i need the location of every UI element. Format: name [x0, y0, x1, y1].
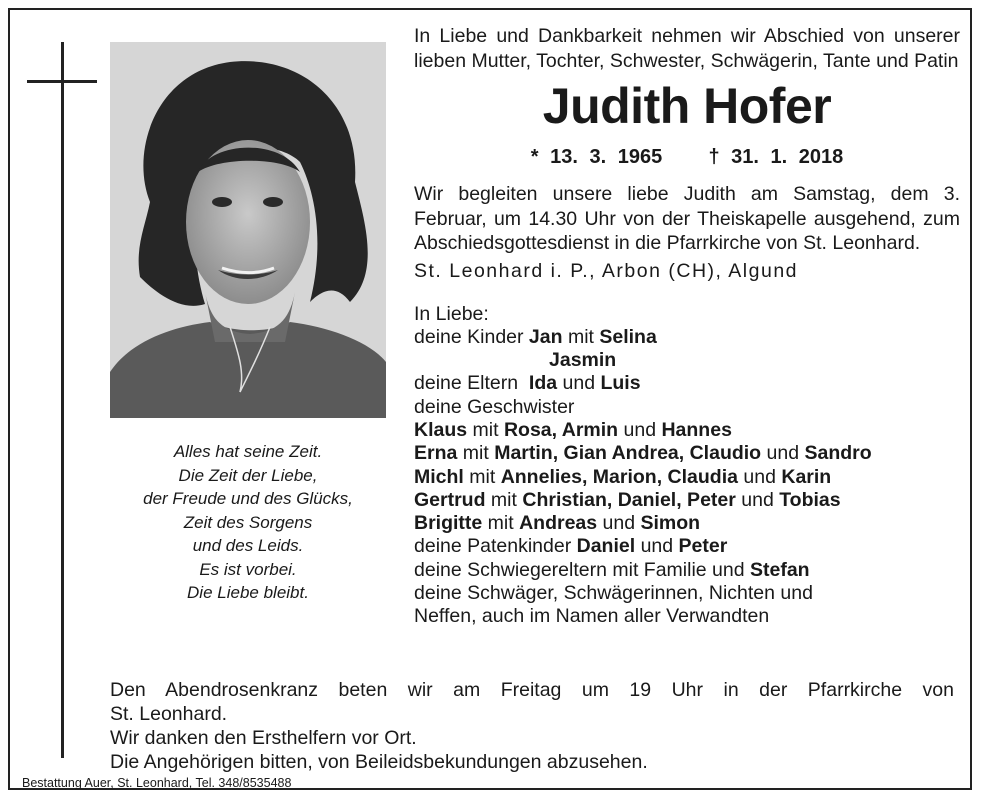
mourners-heading: In Liebe:: [414, 302, 489, 325]
mourner-name: Karin: [781, 465, 832, 488]
intro-text: In Liebe und Dankbarkeit nehmen wir Abschied von unserer lieben Mutter, Tochter, Schwester, Schwägerin, Tante und Patin: [414, 25, 960, 72]
mourner-line-sibling: [414, 442, 960, 465]
mourner-line-sibling: [414, 466, 960, 489]
mourner-name: Selina: [599, 325, 657, 348]
label-text: und: [761, 442, 805, 465]
undertaker-footer: Bestattung Auer, St. Leonhard, Tel. 348/8535488: [22, 776, 292, 790]
label-text: und: [597, 512, 641, 535]
mourner-name: Andreas: [519, 512, 598, 535]
poem-line: Die Liebe bleibt.: [187, 583, 309, 602]
mourner-name: Peter: [678, 535, 728, 558]
mourner-line-godchildren: [414, 535, 960, 558]
thanks-line: Wir danken den Ersthelfern vor Ort.: [110, 727, 417, 749]
portrait-photo: [110, 42, 386, 418]
deceased-name: Judith Hofer: [542, 78, 832, 134]
death-date: † 31. 1. 2018: [708, 146, 844, 168]
rosary-line: St. Leonhard.: [110, 703, 228, 725]
poem-line: Zeit des Sorgens: [183, 512, 313, 532]
label-text: mit: [457, 442, 495, 465]
cross-icon-vertical: [61, 42, 64, 758]
mourner-line-child2: [414, 349, 960, 372]
mourner-name: Erna: [414, 442, 458, 465]
poem-line: Die Zeit der Liebe,: [178, 465, 318, 485]
mourner-line-relatives: Neffen, auch im Namen aller Verwandten: [414, 605, 770, 628]
mourner-line-parents: [414, 372, 960, 395]
mourner-name: Martin, Gian Andrea, Claudio: [494, 442, 762, 465]
mourner-name: Luis: [600, 372, 641, 395]
main-text-column: [414, 24, 960, 629]
mourner-line-sibling: [414, 512, 960, 535]
closing-text: [110, 678, 954, 774]
request-line: Die Angehörigen bitten, von Beileidsbekundungen abzusehen.: [110, 751, 648, 773]
mourner-name: Gertrud: [414, 488, 486, 511]
rosary-line: Den Abendrosenkranz beten wir am Freitag um 19 Uhr in der Pfarrkirche von: [110, 679, 954, 701]
mourner-name: Brigitte: [414, 512, 483, 535]
poem-line: der Freude und des Glücks,: [143, 489, 353, 508]
birth-date: * 13. 3. 1965: [530, 146, 663, 168]
mourner-line-sibling: [414, 419, 960, 442]
label-text: mit: [467, 418, 504, 441]
poem-line: Es ist vorbei.: [199, 559, 297, 579]
mourner-line-relatives: deine Schwäger, Schwägerinnen, Nichten und: [414, 582, 813, 605]
label-text: und: [735, 488, 780, 511]
poem: [110, 440, 386, 605]
label-text: mit: [485, 488, 523, 511]
mourner-name: Sandro: [804, 442, 872, 465]
label-text: deine Kinder: [414, 325, 529, 348]
label-text: und: [618, 418, 662, 441]
mourner-line-siblings-heading: deine Geschwister: [414, 395, 575, 418]
mourner-line-sibling: [414, 489, 960, 512]
mourner-name: Jasmin: [549, 349, 617, 372]
label-text: deine Schwiegereltern mit Familie und: [414, 558, 750, 581]
label-text: und: [635, 535, 679, 558]
mourners-list: [414, 303, 960, 629]
mourner-name: Ida: [528, 372, 558, 395]
label-text: mit: [463, 465, 501, 488]
label-text: deine Eltern: [414, 372, 524, 395]
mourner-name: Annelies, Marion, Claudia: [500, 465, 738, 488]
cross-icon-horizontal: [27, 80, 97, 83]
life-dates: [414, 145, 960, 169]
poem-line: Alles hat seine Zeit.: [173, 442, 323, 461]
mourner-name: Christian, Daniel, Peter: [522, 488, 736, 511]
mourner-name: Tobias: [779, 488, 841, 511]
mourner-name: Jan: [528, 325, 563, 348]
mourner-name: Simon: [640, 512, 701, 535]
funeral-text: Wir begleiten unsere liebe Judith am Samstag, dem 3. Februar, um 14.30 Uhr von der Theiskapelle ausgehend, zum Abschiedsgottesdienst in die Pfarrkirche von St. Leonhard.: [414, 183, 960, 254]
poem-line: und des Leids.: [192, 536, 304, 555]
label-text: deine Patenkinder: [414, 535, 577, 558]
mourner-name: Klaus: [414, 418, 468, 441]
label-text: und: [737, 465, 782, 488]
places: St. Leonhard i. P., Arbon (CH), Algund: [414, 259, 799, 282]
label-text: mit: [562, 325, 600, 348]
mourner-name: Stefan: [750, 558, 810, 581]
mourner-name: Hannes: [661, 418, 732, 441]
mourner-line-children: [414, 326, 960, 349]
mourner-name: Michl: [414, 465, 464, 488]
mourner-name: Rosa, Armin: [503, 418, 619, 441]
mourner-line-inlaws: [414, 559, 960, 582]
label-text: und: [557, 372, 601, 395]
label-text: mit: [482, 512, 520, 535]
mourner-name: Daniel: [576, 535, 636, 558]
